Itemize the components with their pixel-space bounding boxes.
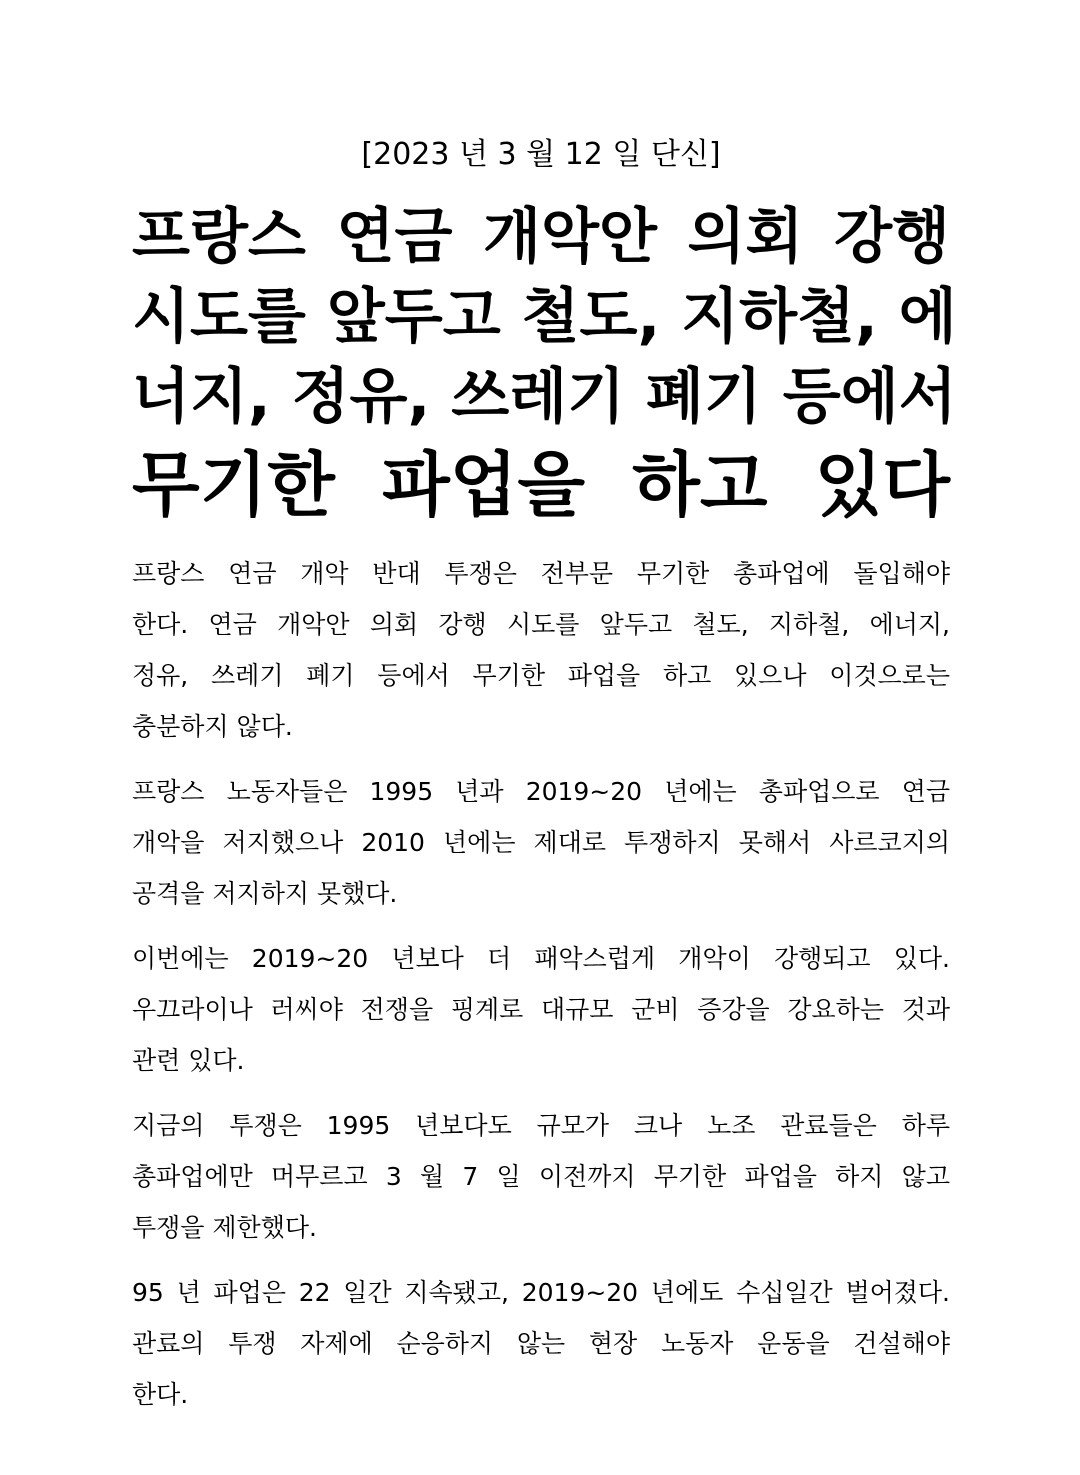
dateline: [2023 년 3 월 12 일 단신]	[361, 137, 721, 172]
headline-line: 프랑스 연금 개악안 의회 강행	[132, 202, 950, 272]
paragraph-line: 프랑스 노동자들은 1995 년과 2019~20 년에는 총파업으로 연금	[132, 777, 950, 806]
paragraph-line: 지금의 투쟁은 1995 년보다도 규모가 크나 노조 관료들은 하루	[132, 1111, 950, 1140]
paragraph-line: 한다. 연금 개악안 의회 강행 시도를 앞두고 철도, 지하철, 에너지,	[132, 610, 950, 639]
paragraph-line: 총파업에만 머무르고 3 월 7 일 이전까지 무기한 파업을 하지 않고	[132, 1162, 950, 1191]
paragraph-line: 정유, 쓰레기 폐기 등에서 무기한 파업을 하고 있으나 이것으로는	[132, 661, 950, 690]
paragraph	[132, 1100, 950, 1253]
paragraph	[132, 933, 950, 1086]
paragraph	[132, 766, 950, 919]
article-body	[132, 548, 950, 1434]
headline	[132, 197, 957, 529]
paragraph-line: 이번에는 2019~20 년보다 더 패악스럽게 개악이 강행되고 있다.	[132, 944, 950, 973]
headline-line: 시도를 앞두고 철도, 지하철, 에	[132, 282, 957, 352]
paragraph-line: 95 년 파업은 22 일간 지속됐고, 2019~20 년에도 수십일간 벌어졌다.	[132, 1278, 950, 1307]
paragraph-line: 우끄라이나 러씨야 전쟁을 핑계로 대규모 군비 증강을 강요하는 것과	[132, 995, 950, 1024]
paragraph-line: 충분하지 않다.	[132, 712, 293, 741]
paragraph-line: 관련 있다.	[132, 1046, 245, 1075]
paragraph-line: 관료의 투쟁 자제에 순응하지 않는 현장 노동자 운동을 건설해야	[132, 1329, 950, 1358]
paragraph-line: 한다.	[132, 1380, 189, 1409]
paragraph	[132, 1267, 950, 1420]
headline-line: 너지, 정유, 쓰레기 폐기 등에서	[132, 362, 957, 432]
paragraph	[132, 548, 950, 752]
paragraph-line: 프랑스 연금 개악 반대 투쟁은 전부문 무기한 총파업에 돌입해야	[132, 559, 950, 588]
paragraph-line: 공격을 저지하지 못했다.	[132, 879, 398, 908]
paragraph-line: 투쟁을 제한했다.	[132, 1213, 317, 1242]
paragraph-line: 개악을 저지했으나 2010 년에는 제대로 투쟁하지 못해서 사르코지의	[132, 828, 950, 857]
headline-line: 무기한 파업을 하고 있다	[132, 444, 950, 526]
